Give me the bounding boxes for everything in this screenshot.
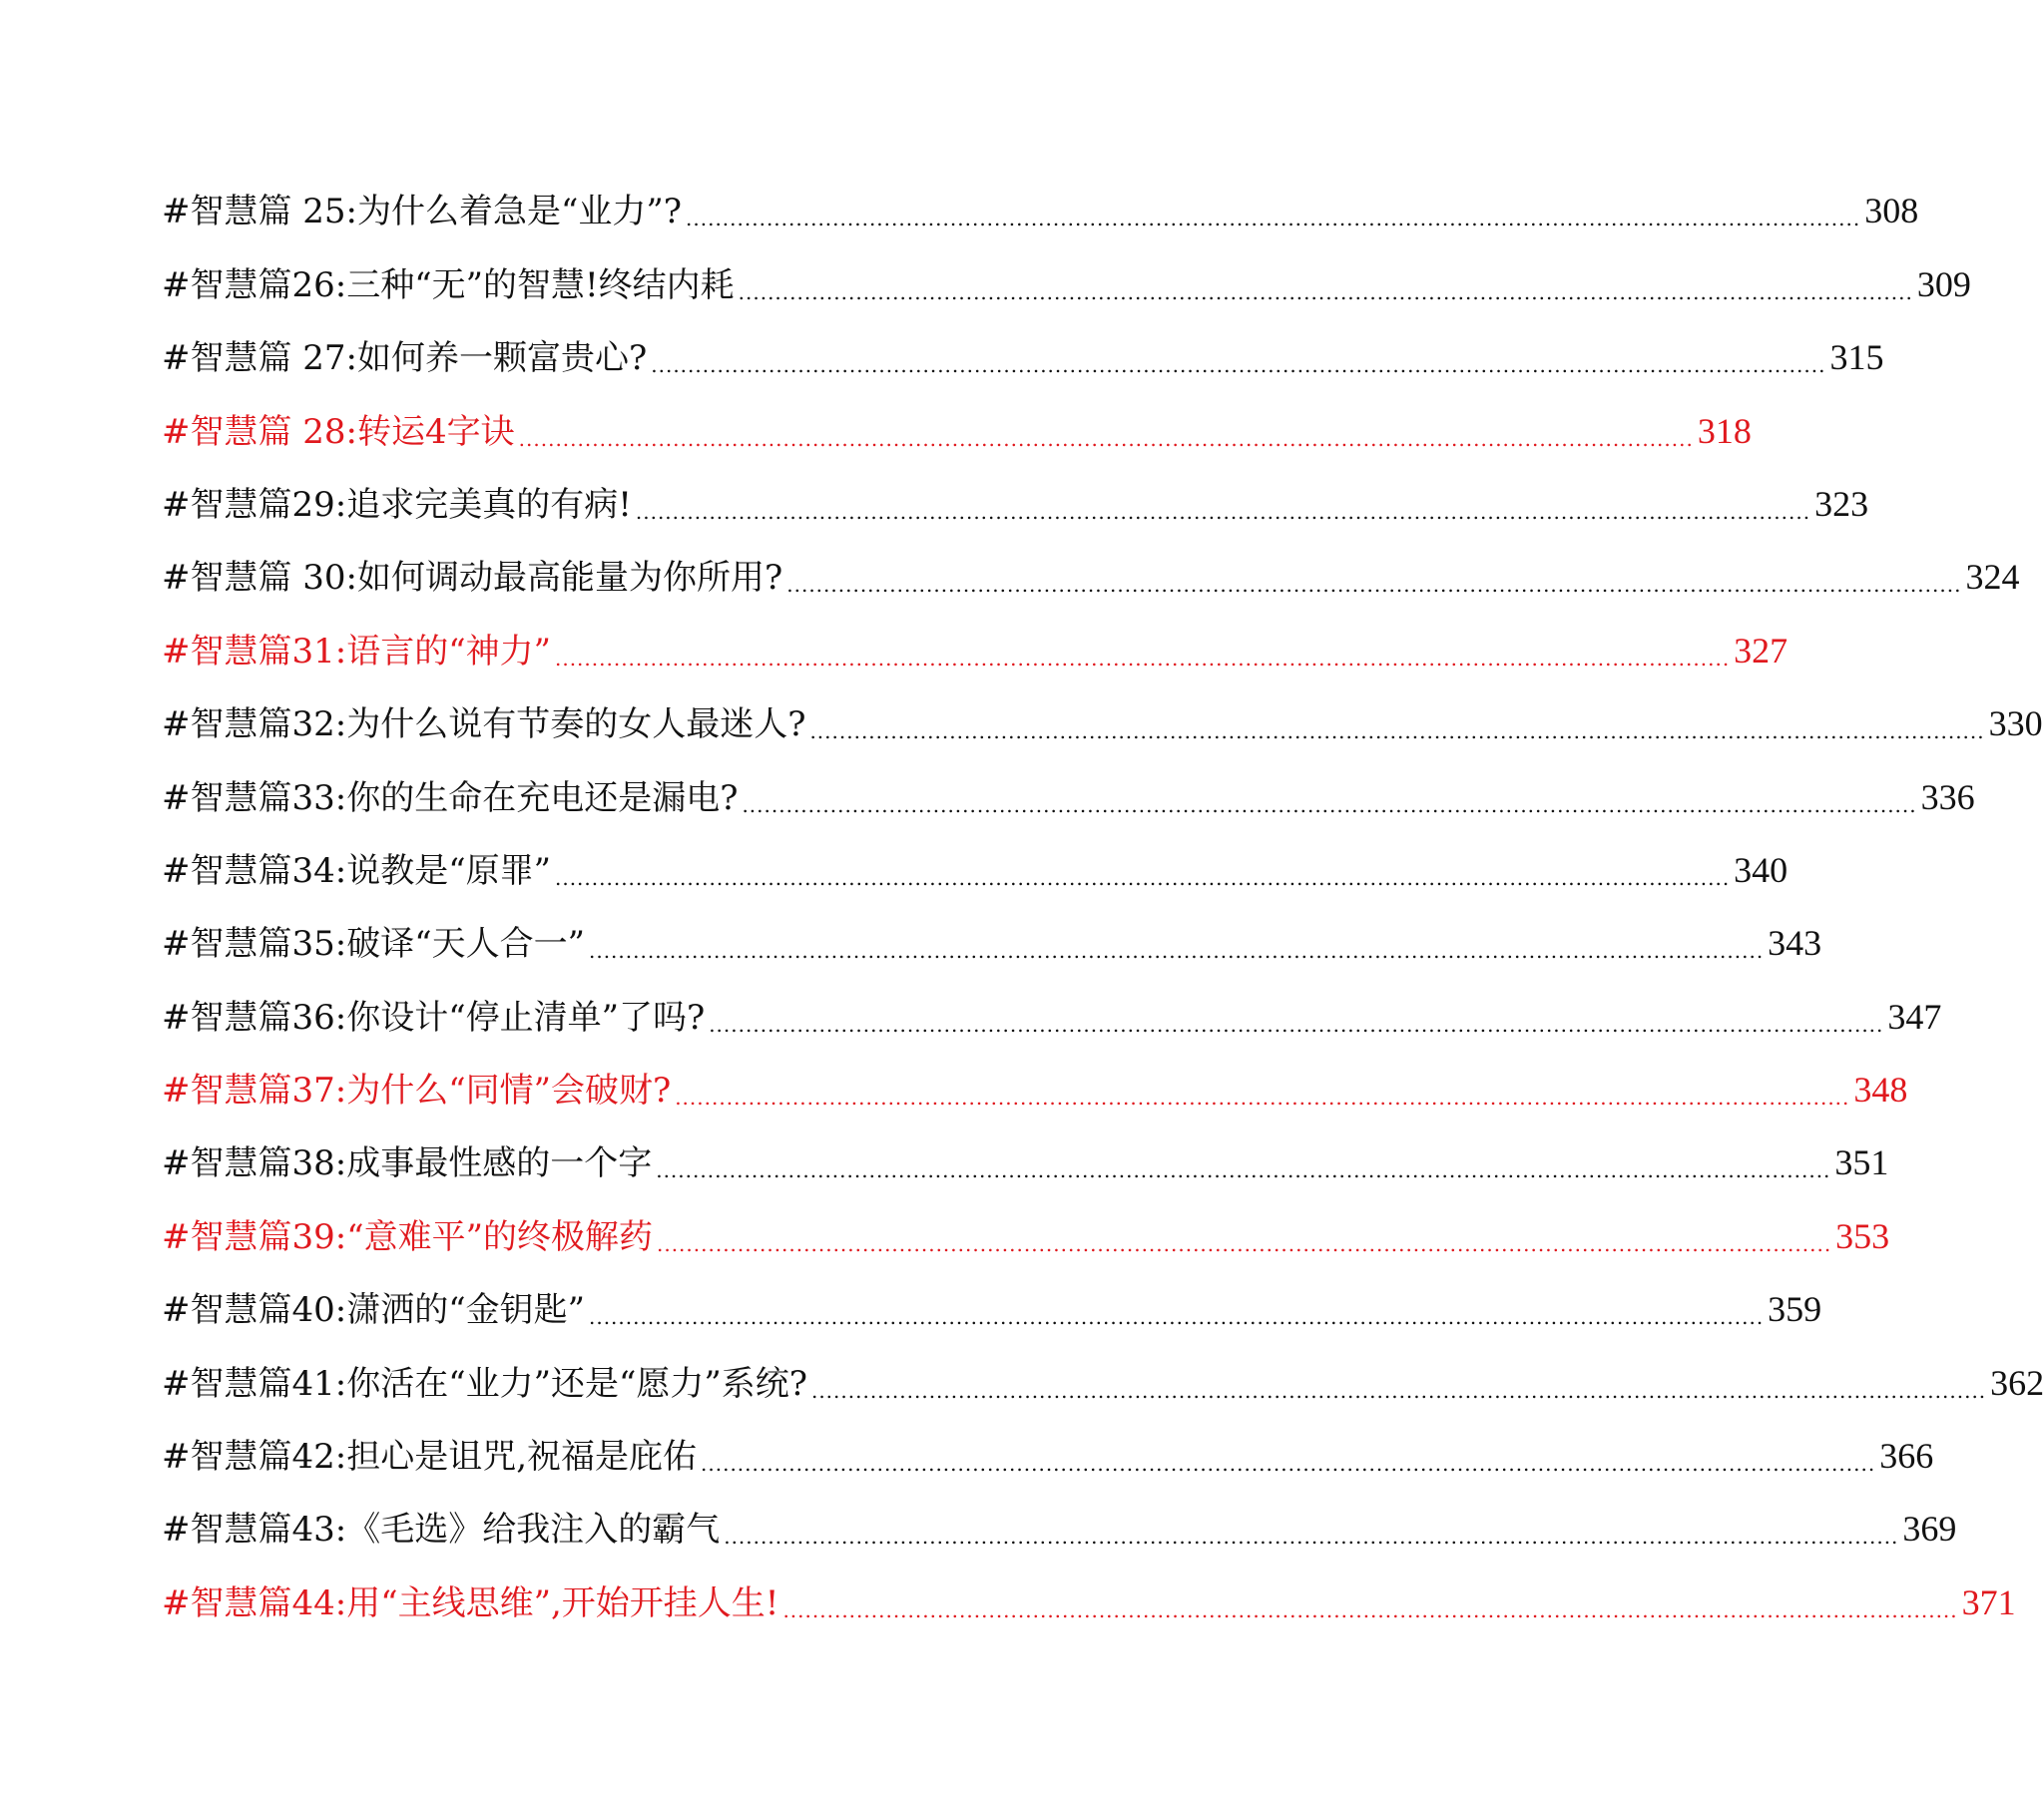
toc-entry[interactable] xyxy=(162,244,1971,317)
toc-leader-dots: ................................................................................................................................................................ xyxy=(651,353,1826,378)
toc-leader-dots: ................................................................................................................................................................ xyxy=(786,573,1962,598)
toc-entry-title: #智慧篇44:用“主线思维”,开始开挂人生! xyxy=(162,1582,779,1623)
toc-leader-dots: ................................................................................................................................................................ xyxy=(686,207,1861,231)
toc-entry-title: #智慧篇43:《毛选》给我注入的霸气 xyxy=(162,1510,721,1551)
toc-entry-title: #智慧篇34:说教是“原罪” xyxy=(162,850,551,891)
toc-entry-page-number: 340 xyxy=(1734,849,1788,890)
toc-leader-dots: ................................................................................................................................................................ xyxy=(554,865,1731,890)
toc-entry-page-number: 343 xyxy=(1768,923,1822,964)
table-of-contents xyxy=(162,172,2044,1636)
toc-entry[interactable] xyxy=(162,1270,1822,1343)
toc-leader-dots: ................................................................................................................................................................ xyxy=(635,499,1811,524)
toc-entry-page-number: 323 xyxy=(1814,483,1869,524)
toc-entry-page-number: 318 xyxy=(1697,410,1752,451)
toc-entry-page-number: 362 xyxy=(1990,1362,2044,1403)
toc-entry-title: #智慧篇37:为什么“同情”会破财? xyxy=(162,1071,672,1112)
toc-leader-dots: ................................................................................................................................................................ xyxy=(701,1452,1876,1477)
toc-entry[interactable] xyxy=(162,684,2043,757)
toc-entry-page-number: 330 xyxy=(1988,703,2043,744)
toc-leader-dots: ................................................................................................................................................................ xyxy=(656,1231,1832,1256)
toc-entry[interactable] xyxy=(162,465,1869,538)
toc-entry-title: #智慧篇36:你设计“停止清单”了吗? xyxy=(162,997,706,1038)
toc-entry-title: #智慧篇40:潇洒的“金钥匙” xyxy=(162,1290,585,1331)
toc-leader-dots: ................................................................................................................................................................ xyxy=(709,1012,1884,1037)
toc-entry[interactable] xyxy=(162,611,1788,683)
toc-entry-page-number: 369 xyxy=(1902,1509,1957,1550)
toc-entry[interactable] xyxy=(162,831,1788,904)
toc-entry[interactable] xyxy=(162,1196,1890,1269)
toc-leader-dots: ................................................................................................................................................................ xyxy=(518,426,1694,451)
toc-entry-page-number: 351 xyxy=(1834,1142,1889,1183)
toc-entry-page-number: 371 xyxy=(1961,1581,2016,1622)
toc-entry-title: #智慧篇 30:如何调动最高能量为你所用? xyxy=(162,558,783,599)
toc-leader-dots: ................................................................................................................................................................ xyxy=(810,1378,1987,1403)
toc-entry[interactable] xyxy=(162,1343,2044,1416)
toc-entry-title: #智慧篇42:担心是诅咒,祝福是庇佑 xyxy=(162,1437,698,1478)
toc-entry-page-number: 309 xyxy=(1916,263,1971,304)
toc-entry-title: #智慧篇33:你的生命在充电还是漏电? xyxy=(162,777,739,818)
toc-entry-title: #智慧篇26:三种“无”的智慧!终结内耗 xyxy=(162,264,735,305)
toc-entry[interactable] xyxy=(162,1123,1889,1196)
toc-leader-dots: ................................................................................................................................................................ xyxy=(675,1086,1850,1111)
toc-entry[interactable] xyxy=(162,1051,1908,1123)
toc-entry[interactable] xyxy=(162,1490,1957,1563)
toc-entry-title: #智慧篇39:“意难平”的终极解药 xyxy=(162,1216,653,1257)
toc-entry[interactable] xyxy=(162,1563,2016,1635)
toc-entry-page-number: 347 xyxy=(1887,996,1942,1037)
toc-leader-dots: ................................................................................................................................................................ xyxy=(588,1305,1765,1330)
toc-leader-dots: ................................................................................................................................................................ xyxy=(782,1597,1958,1622)
toc-entry-page-number: 348 xyxy=(1853,1070,1908,1111)
toc-entry[interactable] xyxy=(162,391,1752,464)
toc-entry-page-number: 324 xyxy=(1965,557,2020,598)
toc-entry-page-number: 336 xyxy=(1920,776,1975,817)
toc-entry-page-number: 359 xyxy=(1768,1289,1822,1330)
toc-leader-dots: ................................................................................................................................................................ xyxy=(656,1158,1831,1183)
toc-entry-page-number: 327 xyxy=(1734,630,1788,671)
toc-entry[interactable] xyxy=(162,1417,1934,1490)
toc-leader-dots: ................................................................................................................................................................ xyxy=(809,719,1985,744)
toc-entry[interactable] xyxy=(162,904,1822,977)
toc-entry-title: #智慧篇 25:为什么着急是“业力”? xyxy=(162,192,683,232)
toc-entry-title: #智慧篇35:破译“天人合一” xyxy=(162,924,585,965)
toc-entry-page-number: 315 xyxy=(1829,337,1884,378)
toc-entry-title: #智慧篇 28:转运4字诀 xyxy=(162,411,515,452)
toc-entry[interactable] xyxy=(162,538,2020,611)
toc-entry-page-number: 308 xyxy=(1864,191,1919,231)
toc-entry-title: #智慧篇31:语言的“神力” xyxy=(162,631,551,672)
toc-entry-title: #智慧篇38:成事最性感的一个字 xyxy=(162,1143,653,1184)
toc-entry-title: #智慧篇32:为什么说有节奏的女人最迷人? xyxy=(162,704,806,745)
toc-leader-dots: ................................................................................................................................................................ xyxy=(554,646,1731,671)
toc-entry[interactable] xyxy=(162,318,1884,391)
toc-entry-title: #智慧篇41:你活在“业力”还是“愿力”系统? xyxy=(162,1363,807,1404)
toc-entry[interactable] xyxy=(162,977,1942,1050)
toc-entry-page-number: 366 xyxy=(1879,1436,1934,1477)
toc-entry-page-number: 353 xyxy=(1835,1215,1890,1256)
toc-entry[interactable] xyxy=(162,757,1975,830)
toc-leader-dots: ................................................................................................................................................................ xyxy=(588,939,1765,964)
toc-entry-title: #智慧篇29:追求完美真的有病! xyxy=(162,484,632,525)
toc-leader-dots: ................................................................................................................................................................ xyxy=(742,792,1917,817)
toc-leader-dots: ................................................................................................................................................................ xyxy=(738,279,1913,304)
toc-leader-dots: ................................................................................................................................................................ xyxy=(724,1525,1899,1550)
toc-entry-title: #智慧篇 27:如何养一颗富贵心? xyxy=(162,338,648,379)
toc-entry[interactable] xyxy=(162,172,1919,244)
